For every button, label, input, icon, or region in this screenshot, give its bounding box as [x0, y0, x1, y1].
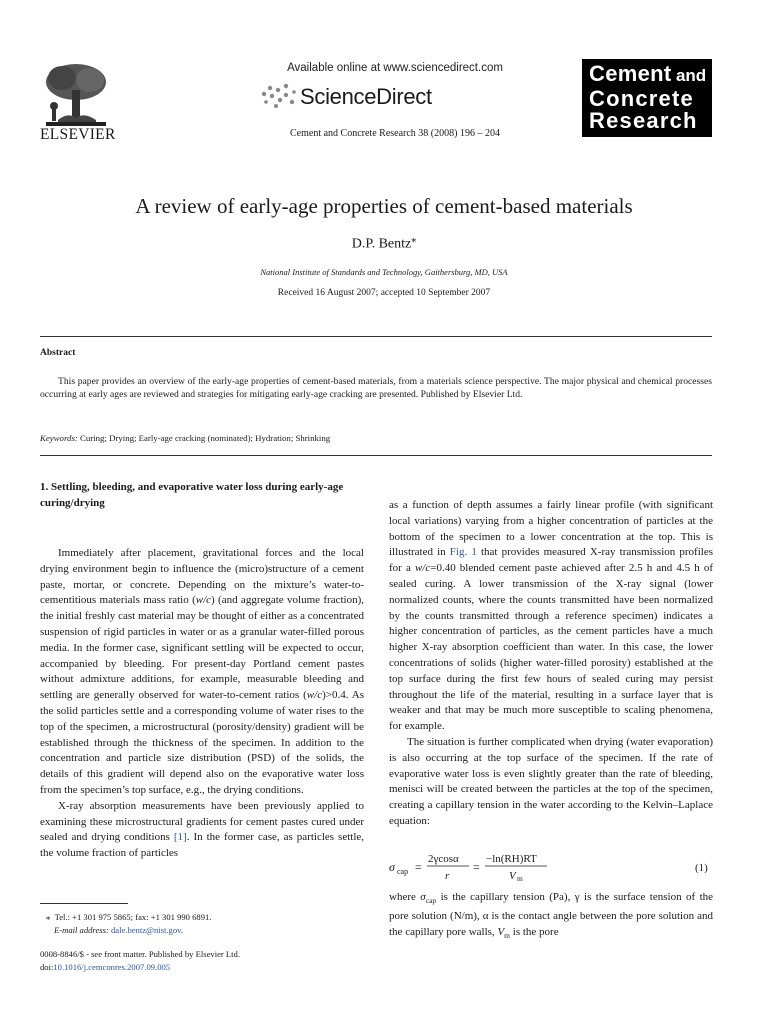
paragraph [389, 890, 713, 944]
symbol-sigma: σ [420, 891, 426, 903]
available-online-text[interactable]: Available online at www.sciencedirect.com [287, 62, 503, 74]
eq-numerator-2: −ln(RH)RT [486, 853, 537, 865]
journal-reference: Cement and Concrete Research 38 (2008) 196 – 204 [290, 128, 500, 139]
front-matter-line: 0008-8846/$ - see front matter. Published by Elsevier Ltd. [40, 949, 241, 959]
symbol-subscript: cap [425, 896, 437, 906]
text-run: Immediately after placement, gravitational forces and the local drying environment begin to influence the (micro)structure of a cement paste, mortar, or concrete. Depending on the mixture’s water-to-cementitious materials mass ratio ( [40, 547, 364, 607]
author-footnote [40, 911, 370, 936]
publisher-logo-text: ELSEVIER [40, 126, 116, 143]
author-line [40, 234, 728, 253]
email-label: E-mail address: [54, 924, 109, 935]
text-run: ) (and aggregate volume fraction), the initial freshly cast material may be thought of either as a concentrated suspension of rigid particles in water or as a granular water-filled porous media. In the former case, significant settling will be expected to occur, accompanied by bleeding. For present-day Portland cement pastes without admixture additions, for example, measurable bleeding and settling are generally observed for water-to-cement ratios ( [40, 594, 364, 702]
email-end: . [180, 924, 184, 935]
left-column [40, 546, 364, 862]
text-run: . In the former case, as particles settle, the volume fraction of particles [40, 831, 365, 860]
symbol-subscript: m [504, 930, 511, 940]
footnote-rule [40, 903, 128, 904]
eq-denominator-2: V [509, 870, 516, 882]
symbol-wc: w/c [306, 689, 323, 702]
symbol-vm: V [497, 925, 505, 938]
eq-lhs: σ [389, 860, 395, 874]
eq-equals-2: = [473, 860, 480, 874]
paragraph: The situation is further complicated when drying (water evaporation) is also occurring at the top surface of the specimen. If the rate of evaporative water loss is even slightly greater than the rate of bleeding, menisci will be created between the particles at the top of the specimen, creating a capillary tension in the water according to the Kelvin–Laplace equation: [389, 735, 713, 827]
text-run: is the pore [510, 925, 559, 938]
journal-logo-line1: Cement [589, 61, 672, 86]
divider-top [40, 336, 712, 337]
copyright-block [40, 948, 370, 974]
footnote-tel-text: Tel.: +1 301 975 5865; fax: +1 301 990 6891. [54, 912, 212, 922]
symbol-wc: w/c [195, 594, 212, 607]
text-run: =0.40 blended cement paste achieved after 2.5 h and 4.5 h of sealed curing. A lower transmission of the X-ray signal (lower normalized counts, where the counts transmitted have been normalized by the counts transmitted through a reference specimen) indicates a higher concentration of particles, as the cement particles have a much higher X-ray absorption coefficient than water. In this case, the lower concentrations of solids (higher water-filled porosity) established at the top surface during the first few hours of sealed curing may persist throughout the life of the material, resulting in a surface layer that is weaker and that may be much more susceptible to scaling phenomena, for example. [389, 562, 713, 733]
doi-line [40, 961, 370, 974]
divider-bottom [40, 455, 712, 456]
eq-denominator-1: r [445, 870, 450, 882]
text-run: )>0.4. As the solid particles settle and a corresponding volume of water rises to the top of the specimen, a microstructural (porosity/density) gradient will be established through the thickness of the specimen. In addition to the concentration and particle size distribution (PSD) of the solids, the details of this gradient will depend also on the evaporative water loss from the specimen’s top surface, e.g., the drying conditions. [40, 689, 364, 796]
text-run: where [389, 891, 421, 903]
equation-number: (1) [695, 862, 708, 874]
citation-link[interactable]: [1] [173, 831, 187, 844]
keywords-label: Keywords: [40, 433, 78, 443]
sciencedirect-logo[interactable]: ScienceDirect [300, 84, 432, 109]
eq-denominator-2-sub: m [517, 874, 523, 883]
email-link[interactable]: dale.bentz@nist.gov [110, 924, 181, 935]
text-run: as a function of depth assumes a fairly linear profile (with significant local variations) varying from a higher concentration of particles at the bottom of the specimen to a lower concentration at the top. This is illustrated in [389, 499, 713, 559]
keywords [40, 433, 712, 443]
article-title: A review of early-age properties of cement-based materials [135, 194, 633, 218]
text-run: that provides measured X-ray transmission profiles for a [389, 546, 713, 575]
received-dates: Received 16 August 2007; accepted 10 September 2007 [277, 288, 491, 298]
paragraph [40, 799, 364, 862]
footnote-tel [40, 911, 370, 924]
right-column-continued [389, 890, 713, 944]
elsevier-tree-logo-icon [38, 60, 114, 130]
text-run: X-ray absorption measurements have been previously applied to examining these microstructural gradients for cement pastes cured under sealed and drying conditions [40, 799, 364, 844]
figure-link[interactable]: Fig. 1 [449, 546, 477, 559]
text-run: is the capillary tension (Pa), γ is the surface tension of the pore solution (N/m), α is the contact angle between the pore solution and the capillary pore walls, [389, 891, 714, 938]
doi-label: doi: [40, 962, 54, 972]
paragraph [389, 498, 713, 735]
paragraph [40, 546, 364, 799]
journal-logo-line3: Research [589, 108, 698, 133]
author-footnote-mark[interactable]: ⁎ [411, 234, 417, 245]
footnote-email [40, 924, 370, 937]
footnote-mark: ⁎ [46, 912, 51, 922]
equation-1 [389, 850, 713, 884]
journal-logo-line2: Concrete [589, 86, 694, 111]
eq-equals-1: = [415, 860, 422, 874]
section-heading: 1. Settling, bleeding, and evaporative water loss during early-age curing/drying [40, 481, 344, 509]
keywords-list: Curing; Drying; Early-age cracking (nominated); Hydration; Shrinking [80, 433, 331, 443]
journal-logo [582, 59, 712, 137]
abstract-heading: Abstract [40, 348, 76, 358]
symbol-wc: w/c [414, 562, 431, 575]
eq-lhs-sub: cap [397, 867, 409, 876]
author-name[interactable]: D.P. Bentz [351, 236, 412, 252]
doi-link[interactable]: 10.1016/j.cemconres.2007.09.005 [53, 962, 171, 972]
affiliation: National Institute of Standards and Technology, Gaithersburg, MD, USA [260, 267, 508, 277]
abstract-text: This paper provides an overview of the early-age properties of cement-based materials, from a materials science perspective. The major physical and chemical processes occurring at early ages are reviewed and strategies for mitigating early-age cracking are presented. Published by Elsevier Ltd. [40, 376, 712, 401]
right-column [389, 498, 713, 830]
journal-logo-and: and [675, 66, 707, 85]
eq-numerator-1: 2γcosα [428, 853, 459, 865]
